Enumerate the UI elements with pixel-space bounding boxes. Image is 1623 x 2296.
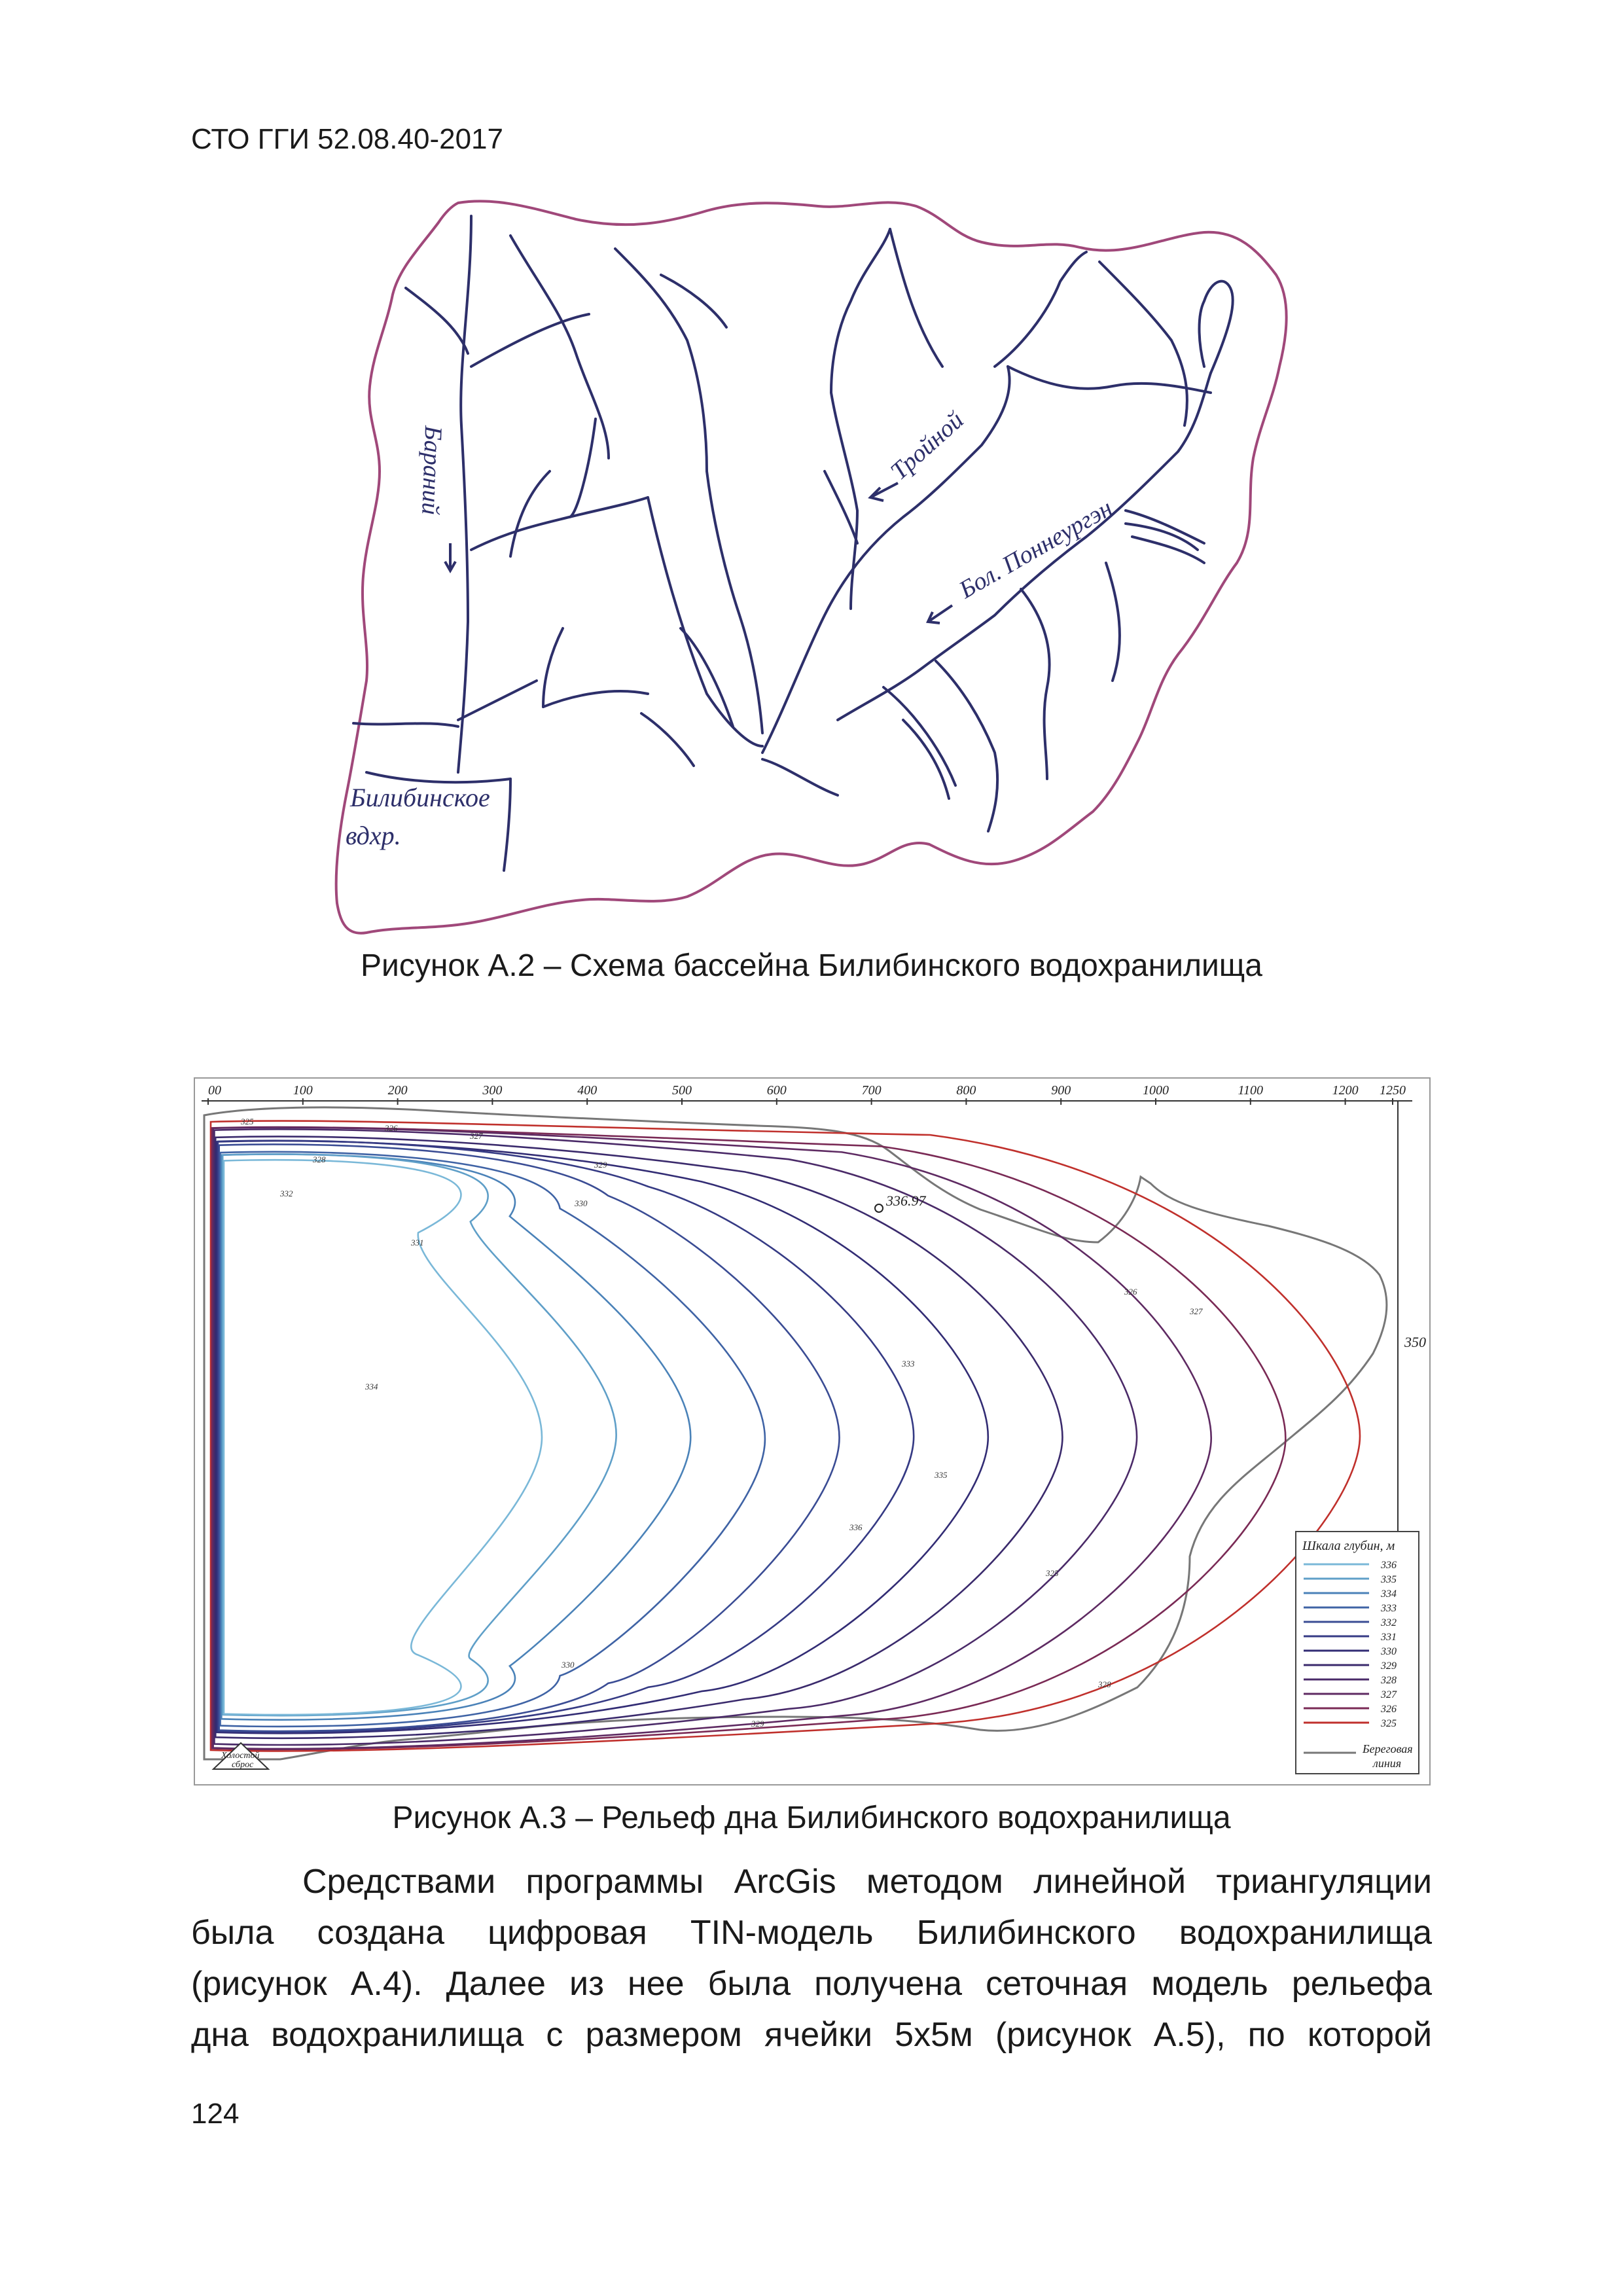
contour-line bbox=[212, 1127, 1286, 1749]
x-tick-label: 800 bbox=[956, 1083, 976, 1098]
x-tick-label: 600 bbox=[766, 1083, 787, 1098]
contour-label: 326 bbox=[385, 1123, 398, 1133]
contour-label: 330 bbox=[562, 1660, 575, 1670]
x-tick-label: 900 bbox=[1051, 1083, 1071, 1098]
reservoir-label-line2: вдхр. bbox=[346, 821, 401, 850]
legend-label: 334 bbox=[1381, 1588, 1397, 1600]
contour-line bbox=[217, 1141, 988, 1733]
contour-label: 327 bbox=[1190, 1306, 1203, 1316]
legend-label: 333 bbox=[1381, 1603, 1397, 1614]
relief-figure-frame bbox=[194, 1077, 1431, 1785]
contour-label: 329 bbox=[594, 1160, 607, 1170]
x-tick-label: 1000 bbox=[1143, 1083, 1169, 1098]
x-tick-label: 700 bbox=[861, 1083, 882, 1098]
legend-label: 336 bbox=[1381, 1560, 1397, 1571]
standard-code: СТО ГГИ 52.08.40-2017 bbox=[191, 123, 503, 155]
legend-label: 325 bbox=[1381, 1718, 1397, 1729]
legend-label: 331 bbox=[1381, 1632, 1397, 1643]
figure-a3-caption: Рисунок А.3 – Рельеф дна Билибинского водохранилища bbox=[392, 1801, 1231, 1835]
contour-label: 328 bbox=[1098, 1679, 1111, 1689]
river-network bbox=[353, 216, 1233, 870]
top-axis bbox=[202, 1083, 1412, 1105]
spillway-marker bbox=[213, 1743, 268, 1770]
river-label-pon: Бол. Поннеургэн bbox=[954, 493, 1118, 604]
legend-label: 329 bbox=[1381, 1660, 1397, 1672]
legend-title: Шкала глубин, м bbox=[1302, 1539, 1395, 1553]
depth-contours bbox=[211, 1121, 1360, 1751]
x-tick-label: 1200 bbox=[1332, 1083, 1359, 1098]
river-label-barany: Бараний bbox=[416, 425, 447, 516]
spot-height-label: 336.97 bbox=[886, 1193, 926, 1209]
spillway-label-line2: сброс bbox=[232, 1760, 254, 1770]
shoreline bbox=[204, 1107, 1387, 1759]
contour-label: 336 bbox=[849, 1522, 863, 1532]
spillway-label-line1: Холостой bbox=[221, 1751, 260, 1761]
right-axis-label: 350 bbox=[1404, 1334, 1426, 1350]
x-tick-label: 500 bbox=[672, 1083, 692, 1098]
spot-height bbox=[875, 1193, 927, 1212]
paragraph-line: (рисунок А.4). Далее из нее была получена сеточная модель рельефа bbox=[191, 1965, 1432, 2003]
contour-label: 327 bbox=[470, 1131, 483, 1141]
x-tick-label: 1100 bbox=[1238, 1083, 1264, 1098]
contour-label: 335 bbox=[935, 1470, 948, 1480]
basin-scheme-figure bbox=[0, 0, 1623, 956]
legend-label: 326 bbox=[1381, 1704, 1397, 1715]
paragraph-line: была создана цифровая TIN-модель Билибинского водохранилища bbox=[191, 1914, 1432, 1952]
contour-label: 326 bbox=[1124, 1287, 1137, 1297]
contour-label: 333 bbox=[902, 1359, 915, 1369]
legend-label: 335 bbox=[1381, 1574, 1397, 1585]
legend-label: 332 bbox=[1381, 1617, 1397, 1628]
x-tick-label: 100 bbox=[293, 1083, 313, 1098]
paragraph-line: Средствами программы ArcGis методом линейной триангуляции bbox=[302, 1863, 1432, 1901]
flow-arrow-pon bbox=[928, 605, 952, 623]
depth-legend bbox=[1296, 1532, 1419, 1774]
river-label-troynoy: Тройной bbox=[885, 406, 969, 486]
page-number: 124 bbox=[191, 2098, 240, 2130]
contour-label: 334 bbox=[365, 1382, 378, 1391]
x-tick-label: 1250 bbox=[1380, 1083, 1406, 1098]
contour-line bbox=[213, 1128, 1211, 1749]
contour-line bbox=[214, 1129, 1137, 1745]
legend-shoreline-line2: линия bbox=[1373, 1757, 1402, 1770]
figure-a2-caption: Рисунок А.2 – Схема бассейна Билибинского водохранилища bbox=[361, 948, 1262, 983]
paragraph-line: дна водохранилища с размером ячейки 5х5м (рисунок А.5), по которой bbox=[191, 2016, 1432, 2054]
legend-label: 330 bbox=[1381, 1646, 1397, 1657]
x-tick-label: 300 bbox=[482, 1083, 503, 1098]
relief-map bbox=[195, 1079, 1429, 1784]
body-paragraph bbox=[191, 1856, 1432, 2060]
contour-line bbox=[211, 1121, 1360, 1751]
contour-label: 328 bbox=[313, 1155, 326, 1164]
x-tick-label: 400 bbox=[577, 1083, 597, 1098]
legend-label: 327 bbox=[1381, 1689, 1397, 1700]
contour-label: 331 bbox=[411, 1238, 424, 1247]
contour-line bbox=[215, 1136, 1062, 1738]
contour-label: 325 bbox=[241, 1117, 254, 1126]
legend-shoreline-line1: Береговая bbox=[1363, 1742, 1413, 1755]
x-tick-label: 00 bbox=[208, 1083, 221, 1098]
contour-label: 325 bbox=[1046, 1568, 1059, 1578]
flow-arrow-barany bbox=[445, 543, 455, 571]
contour-labels bbox=[240, 1117, 1203, 1729]
contour-line bbox=[224, 1160, 542, 1715]
x-tick-label: 200 bbox=[387, 1083, 408, 1098]
legend-label: 328 bbox=[1381, 1675, 1397, 1686]
basin-boundary bbox=[336, 201, 1287, 933]
contour-line bbox=[221, 1154, 690, 1719]
contour-label: 330 bbox=[575, 1198, 588, 1208]
contour-label: 332 bbox=[280, 1189, 293, 1198]
flow-arrow-troynoy bbox=[870, 483, 898, 501]
reservoir-label-line1: Билибинское bbox=[350, 783, 490, 812]
contour-label: 329 bbox=[751, 1719, 764, 1729]
contour-line bbox=[218, 1141, 914, 1732]
